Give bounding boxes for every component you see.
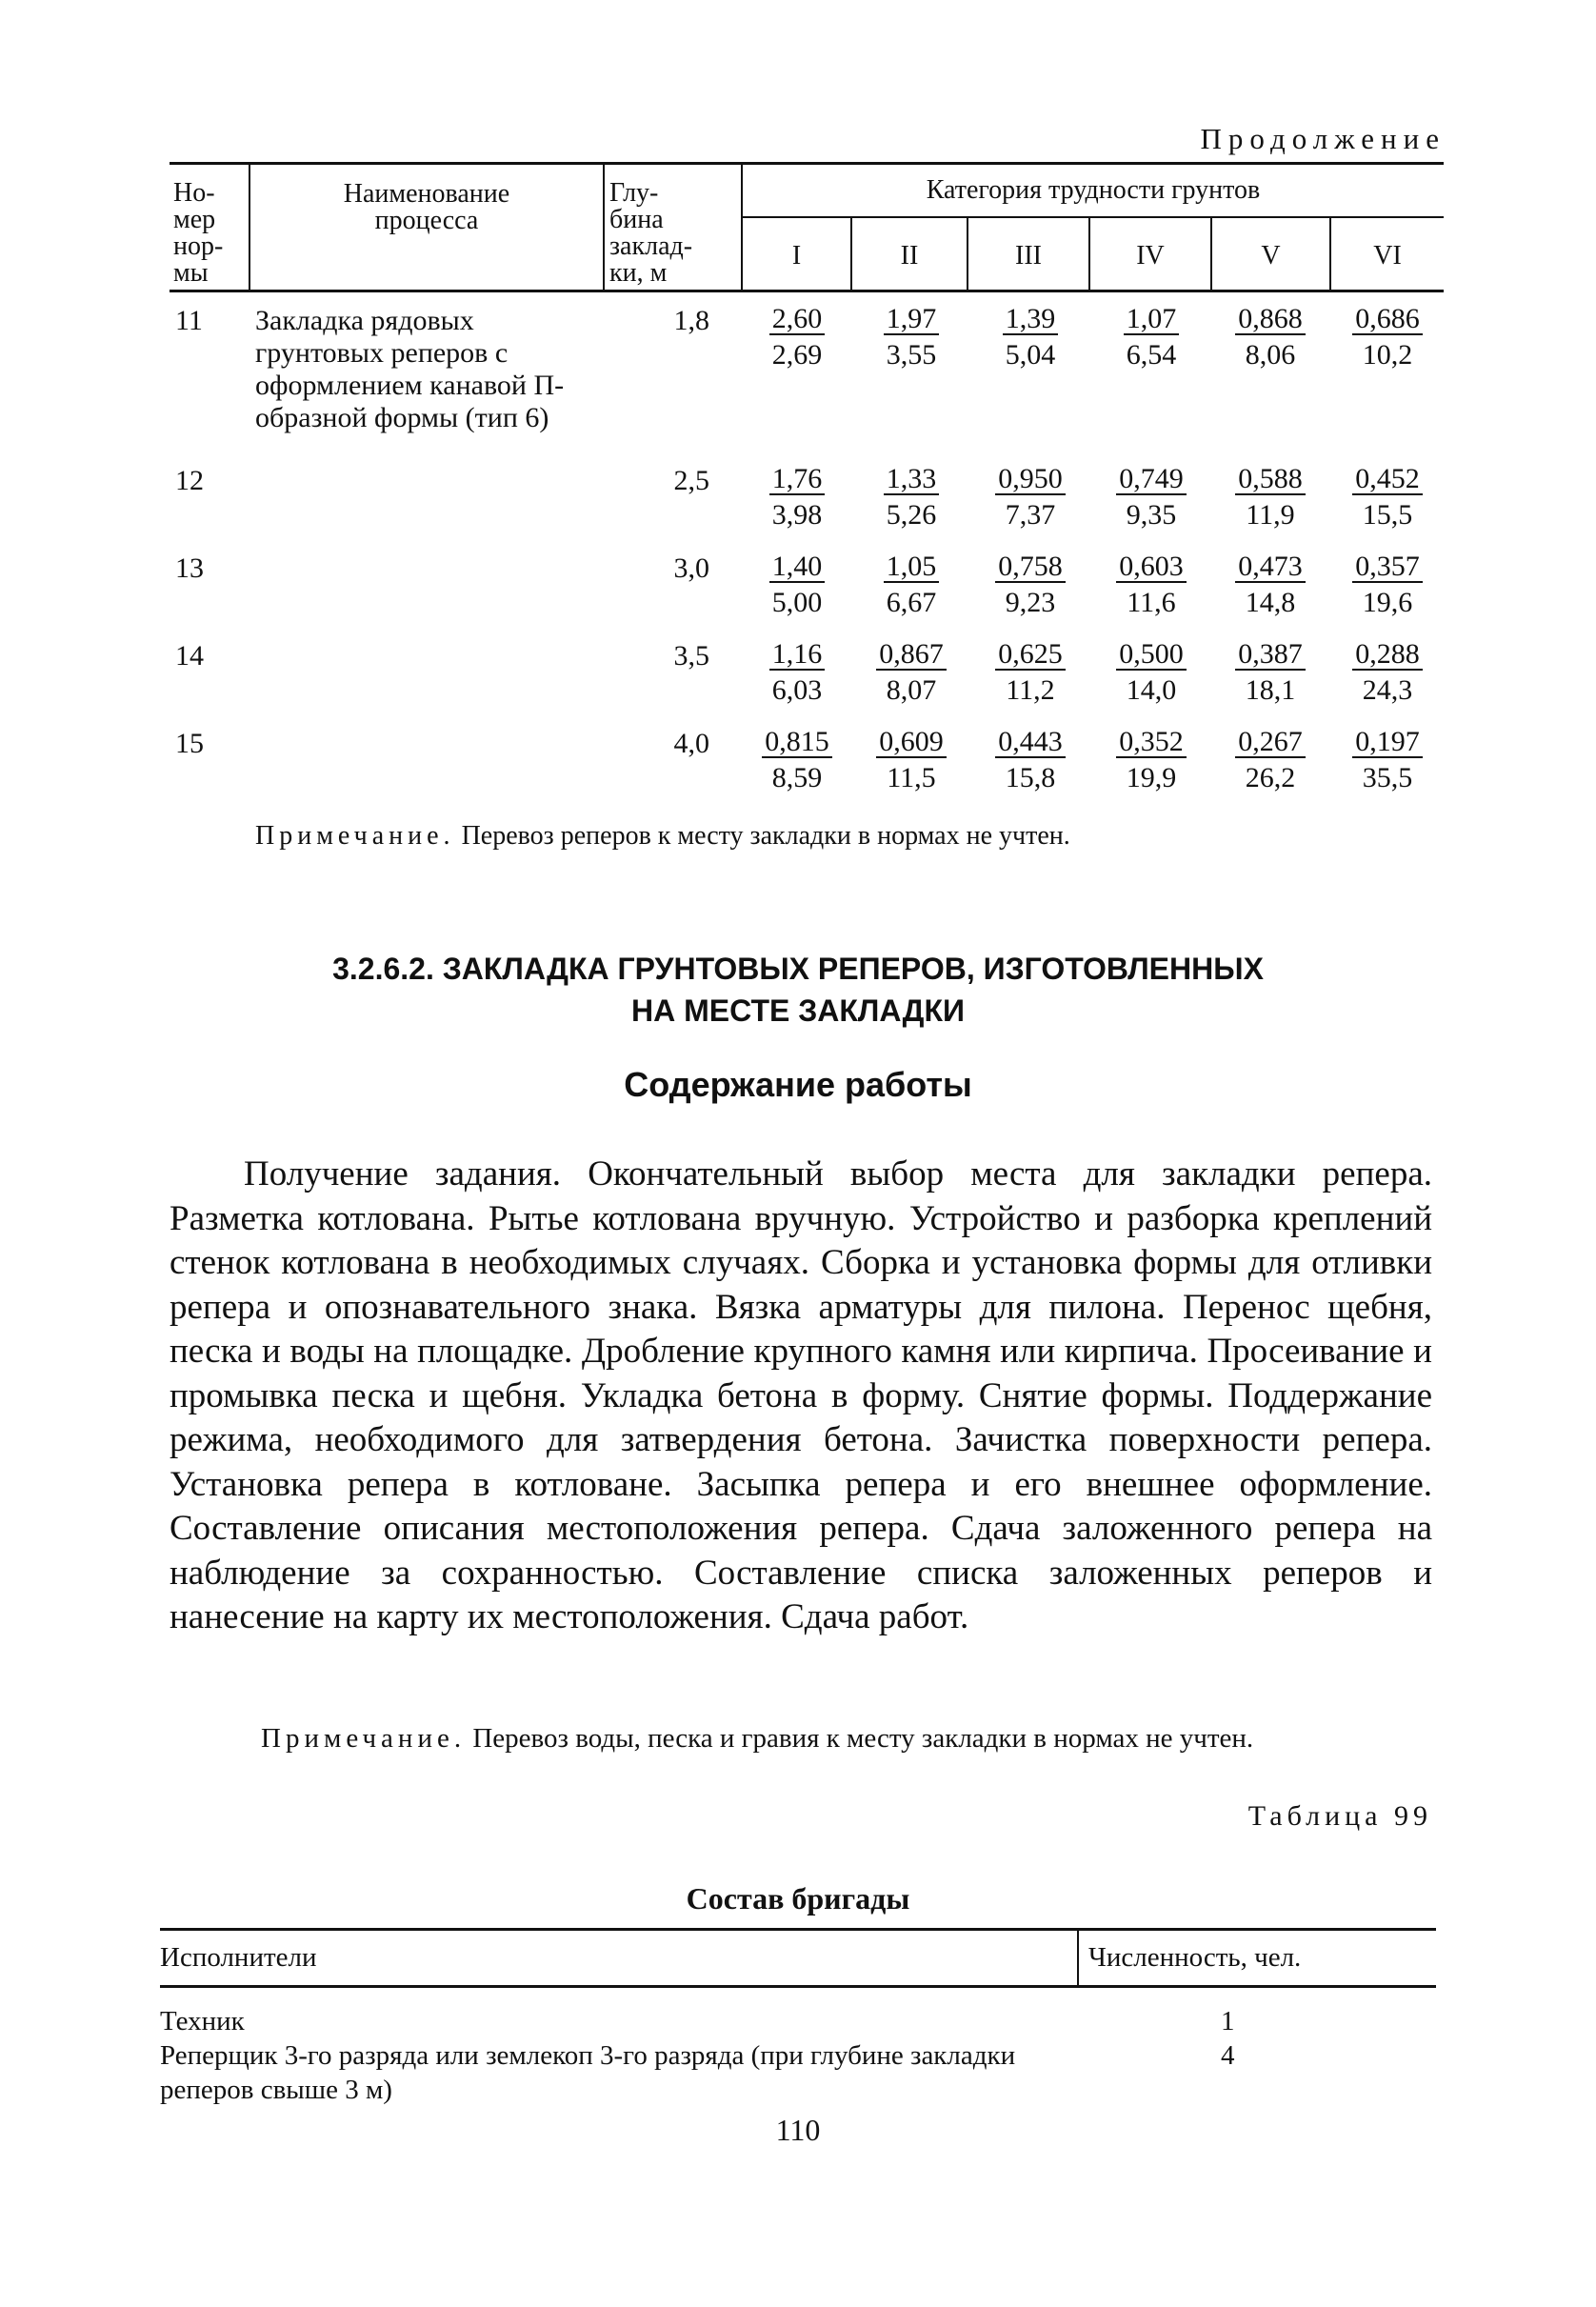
norm-value: $\frac{0,686}{10,2}$ [1342,303,1433,371]
row-number: 14 [175,640,204,672]
header-process-name: Наименование процесса [343,179,510,235]
norm-value: $\frac{1,40}{5,00}$ [751,551,843,619]
header-performers: Исполнители [160,1942,317,1973]
table-note [255,821,1070,852]
table-label: Таблица 99 [1247,1800,1432,1832]
note-label: Примечание. [261,1723,467,1754]
performer-name: Техник [160,2006,245,2036]
norm-value: $\frac{0,868}{8,06}$ [1225,303,1316,371]
performer-count: 1 [1221,2006,1235,2036]
work-description: Получение задания. Окончательный выбор места для закладки репера. Разметка котлована. Рытье котлована вручную. Устройство и разборка креплений стенок котлована в необходимых случаях. Сборка и установка формы для отливки репера и опознавательного знака. Вязка арматуры для пилона. Перенос щебня, песка и воды на площадке. Дробление крупного камня или кирпича. Просеивание и промывка песка и щебня. Укладка бетона в форму. Снятие формы. Поддержание режима, необходимого для затвердения бетона. Зачистка поверхности репера. Установка репера в котловане. Засыпка репера и его внешнее оформление. Составление описания местоположения репера. Сдача заложенного репера на наблюдение за сохранностью. Составление списка заложенных реперов и нанесение на карту их местоположения. Сдача работ. [170,1154,1432,1636]
table-title: Состав бригады [686,1881,910,1916]
header-category-5: V [1261,241,1281,271]
norm-value: $\frac{0,603}{11,6}$ [1106,551,1197,619]
norm-value: $\frac{0,197}{35,5}$ [1342,726,1433,794]
row-depth: 3,0 [673,552,709,584]
continued-label: Продолжение [1200,122,1446,155]
norm-value: $\frac{1,16}{6,03}$ [751,638,843,707]
process-description: Закладка рядовых грунтовых реперов с оформлением канавой П-образной формы (тип 6) [255,305,565,433]
header-category-6: VI [1373,241,1402,271]
header-category-group: Категория трудности грунтов [926,175,1261,205]
row-number: 13 [175,552,204,584]
norm-value: $\frac{0,267}{26,2}$ [1225,726,1316,794]
row-depth: 4,0 [673,728,709,759]
page-number: 110 [775,2113,821,2147]
header-category-2: II [900,241,919,271]
row-depth: 3,5 [673,640,709,672]
norm-value: $\frac{2,60}{2,69}$ [751,303,843,371]
norm-value: $\frac{0,500}{14,0}$ [1106,638,1197,707]
norm-value: $\frac{0,950}{7,37}$ [985,463,1076,532]
norm-value: $\frac{0,867}{8,07}$ [866,638,957,707]
norm-value: $\frac{0,749}{9,35}$ [1106,463,1197,532]
norm-value: $\frac{0,452}{15,5}$ [1342,463,1433,532]
note-text: Перевоз реперов к месту закладки в нормах не учтен. [454,821,1070,851]
norm-value: $\frac{0,815}{8,59}$ [751,726,843,794]
norm-value: $\frac{0,288}{24,3}$ [1342,638,1433,707]
header-category-4: IV [1136,241,1165,271]
row-number: 12 [175,465,204,496]
header-category-1: I [791,241,802,271]
row-number: 11 [175,305,203,336]
note-text: Перевоз воды, песка и гравия к месту закладки в нормах не учтен. [466,1723,1254,1754]
row-depth: 1,8 [673,305,709,336]
norm-value: $\frac{1,05}{6,67}$ [866,551,957,619]
norm-value: $\frac{0,357}{19,6}$ [1342,551,1433,619]
performer-name: Реперщик 3-го разряда или землекоп 3-го разряда (при глубине закладки реперов свыше 3 м) [160,2040,1016,2105]
norm-value: $\frac{1,07}{6,54}$ [1106,303,1197,371]
subheading: Содержание работы [624,1065,972,1104]
norm-value: $\frac{1,97}{3,55}$ [866,303,957,371]
section-note [170,1722,1432,1755]
norm-value: $\frac{0,387}{18,1}$ [1225,638,1316,707]
norm-value: $\frac{0,588}{11,9}$ [1225,463,1316,532]
norm-value: $\frac{0,473}{14,8}$ [1225,551,1316,619]
row-number: 15 [175,728,204,759]
section-title: 3.2.6.2. ЗАКЛАДКА ГРУНТОВЫХ РЕПЕРОВ, ИЗГОТОВЛЕННЫХ НА МЕСТЕ ЗАКЛАДКИ [332,952,1264,1028]
header-norm-number: Но- мер нор- мы [173,178,224,288]
header-category-3: III [1015,241,1042,271]
norm-value: $\frac{0,352}{19,9}$ [1106,726,1197,794]
row-depth: 2,5 [673,465,709,496]
norm-value: $\frac{1,76}{3,98}$ [751,463,843,532]
norm-value: $\frac{0,609}{11,5}$ [866,726,957,794]
note-label: Примечание. [255,821,455,851]
norm-value: $\frac{1,33}{5,26}$ [866,463,957,532]
norm-value: $\frac{0,443}{15,8}$ [985,726,1076,794]
norm-value: $\frac{0,758}{9,23}$ [985,551,1076,619]
header-count: Численность, чел. [1088,1942,1302,1973]
performer-count: 4 [1221,2040,1235,2071]
norms-table [170,162,1444,829]
norm-value: $\frac{1,39}{5,04}$ [985,303,1076,371]
header-depth: Глу- бина заклад- ки, м [609,178,693,288]
brigade-table [160,1928,1436,2109]
norm-value: $\frac{0,625}{11,2}$ [985,638,1076,707]
